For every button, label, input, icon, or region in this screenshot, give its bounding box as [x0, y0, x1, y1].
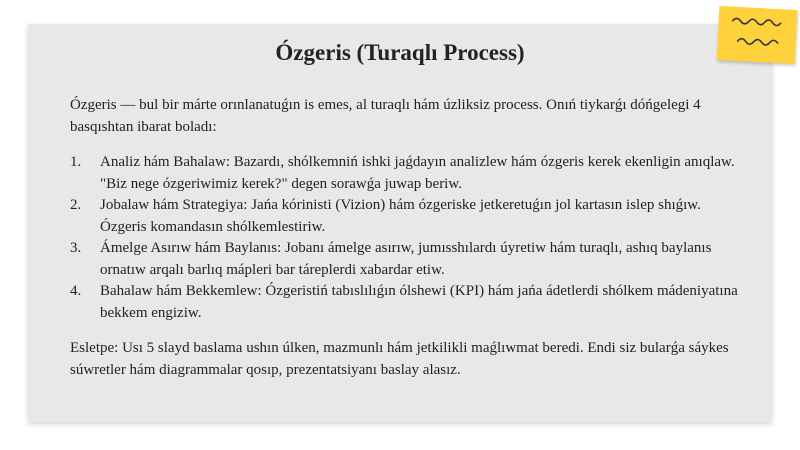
list-item-text: Analiz hám Bahalaw: Bazardı, shólkemniń ishki jaǵdayın analizlew hám ózgeris kerek ekenligin anıqlaw. "Biz nege ózgeriwimiz kerek?" degen sorawǵa juwap beriw. — [100, 154, 735, 192]
list-item — [70, 152, 740, 195]
slide-body — [70, 95, 740, 381]
list-item — [70, 195, 740, 238]
list-item — [70, 281, 740, 324]
intro-paragraph: Ózgeris — bul bir márte orınlanatuǵın is emes, al turaqlı hám úzliksiz process. Onıń tiykarǵı dóńgelegi 4 basqıshtan ibarat boladı: — [70, 97, 701, 135]
list-number: 3. — [70, 240, 82, 256]
list-number: 1. — [70, 154, 82, 170]
note-paragraph: Esletpe: Usı 5 slayd baslama ushın úlken, mazmunlı hám jetkilikli maǵlıwmat beredi. Endi siz bularǵa sáykes súwretler hám diagrammalar qosıp, prezentatsiyanı baslay alasız. — [70, 340, 729, 378]
slide-card — [28, 24, 772, 422]
list-number: 2. — [70, 197, 82, 213]
list-item-text: Bahalaw hám Bekkemlew: Ózgeristiń tabıslılıǵın ólshewi (KPI) hám jańa ádetlerdi shólkem mádeniyatına bekkem engiziw. — [100, 283, 738, 321]
list-item — [70, 238, 740, 281]
steps-list — [70, 152, 740, 324]
list-number: 4. — [70, 283, 82, 299]
list-item-text: Jobalaw hám Strategiya: Jańa kórinisti (Vizion) hám ózgeriske jetkeretuǵın jol kartasın islep shıǵıw. Ózgeris komandasın shólkemlestiriw. — [100, 197, 701, 235]
slide-title: Ózgeris (Turaqlı Process) — [275, 40, 525, 65]
scribble-note-icon — [717, 6, 798, 64]
list-item-text: Ámelge Asırıw hám Baylanıs: Jobanı ámelge asırıw, jumısshılardı úyretiw hám turaqlı, ashıq baylanıs ornatıw arqalı barlıq mápleri bar tárеplerdi xabardar etiw. — [100, 240, 712, 278]
